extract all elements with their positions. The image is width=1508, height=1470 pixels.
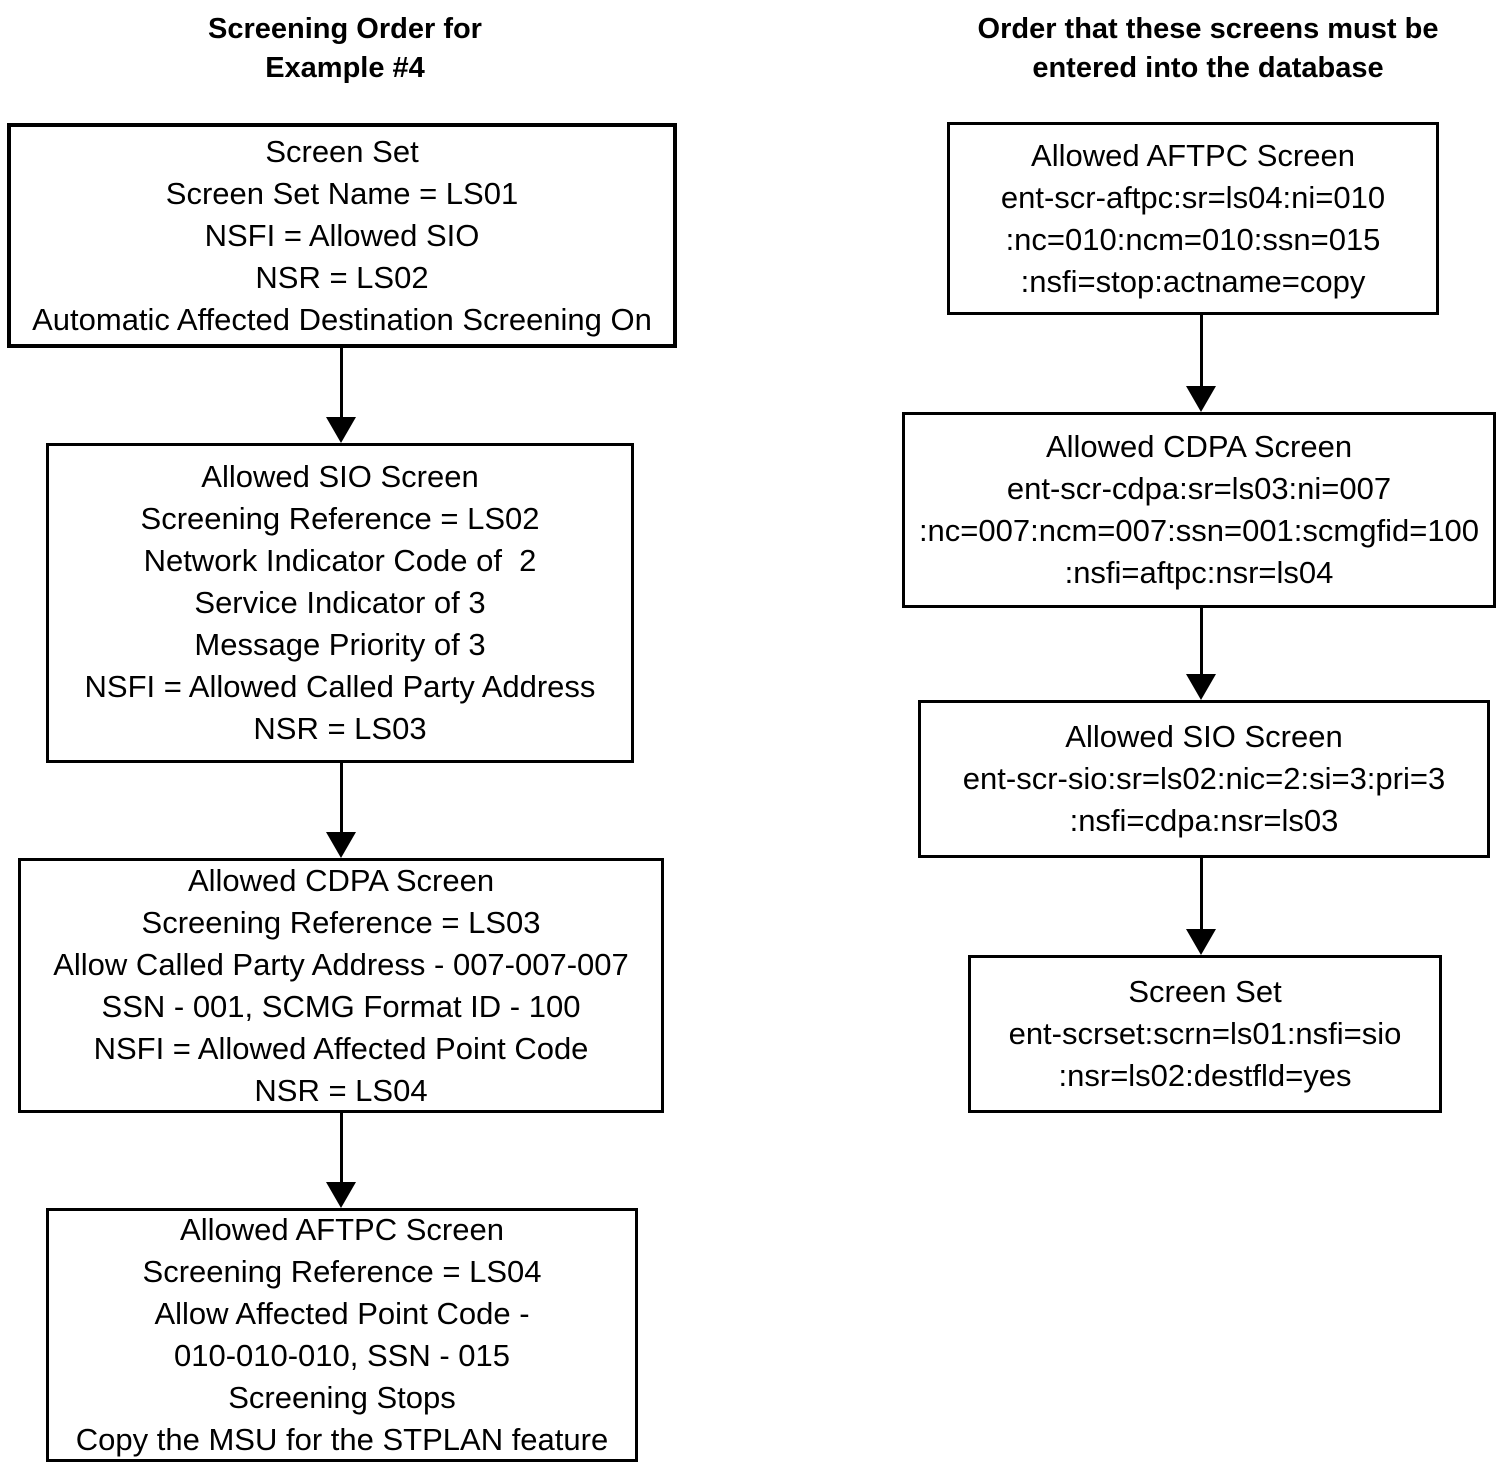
down-arrow [326, 348, 356, 443]
arrow-head-icon [326, 417, 356, 443]
ent-scr-sio-command-box [918, 700, 1490, 858]
text-line: ent-scr-cdpa:sr=ls03:ni=007 [1006, 471, 1392, 506]
down-arrow [1186, 858, 1216, 955]
text-line: Screening Reference = LS02 [140, 501, 540, 536]
text-line: Allowed CDPA Screen [187, 862, 495, 898]
text-line: :nsr=ls02:destfld=yes [1058, 1058, 1352, 1093]
down-arrow [1186, 608, 1216, 700]
text-line: ent-scrset:scrn=ls01:nsfi=sio [1008, 1016, 1402, 1051]
allowed-cdpa-screen-box [18, 858, 664, 1113]
ent-scr-aftpc-command-box [947, 122, 1439, 315]
text-line: NSR = LS02 [255, 259, 429, 295]
text-line: ent-scr-aftpc:sr=ls04:ni=010 [1000, 179, 1386, 215]
text-line: NSFI = Allowed Called Party Address [84, 669, 596, 704]
right-column-title [958, 10, 1458, 88]
text-line: Screening Stops [228, 1380, 456, 1415]
text-line: 010-010-010, SSN - 015 [173, 1338, 511, 1373]
arrow-shaft [1200, 608, 1203, 674]
left-column-title [95, 10, 595, 88]
title-line: Example #4 [265, 52, 425, 84]
arrow-head-icon [1186, 674, 1216, 700]
text-line: Allowed SIO Screen [201, 459, 479, 494]
text-line: Screen Set [265, 133, 419, 169]
allowed-sio-screen-box [46, 443, 634, 763]
text-line: Allowed AFTPC Screen [180, 1212, 504, 1247]
text-line: NSFI = Allowed SIO [204, 217, 480, 253]
text-line: Service Indicator of 3 [194, 585, 486, 620]
text-line: :nc=007:ncm=007:ssn=001:scmgfid=100 [918, 513, 1480, 548]
text-line: Screen Set [1128, 974, 1282, 1009]
text-line: :nsfi=cdpa:nsr=ls03 [1069, 803, 1339, 838]
text-line: SSN - 001, SCMG Format ID - 100 [101, 988, 581, 1024]
text-line: Network Indicator Code of 2 [143, 543, 537, 578]
text-line: NSR = LS04 [254, 1072, 428, 1108]
down-arrow [326, 763, 356, 858]
text-line: NSR = LS03 [253, 711, 427, 746]
text-line: Copy the MSU for the STPLAN feature [75, 1422, 609, 1457]
arrow-shaft [340, 1113, 343, 1182]
text-line: :nsfi=stop:actname=copy [1020, 263, 1366, 299]
text-line: Message Priority of 3 [194, 627, 486, 662]
down-arrow [1186, 315, 1216, 412]
screen-set-box [7, 123, 677, 348]
allowed-aftpc-screen-box [46, 1208, 638, 1462]
arrow-head-icon [1186, 386, 1216, 412]
text-line: :nc=010:ncm=010:ssn=015 [1005, 221, 1381, 257]
title-line: entered into the database [1032, 52, 1384, 84]
text-line: ent-scr-sio:sr=ls02:nic=2:si=3:pri=3 [962, 761, 1446, 796]
arrow-head-icon [1186, 929, 1216, 955]
text-line: Screening Reference = LS04 [142, 1254, 542, 1289]
text-line: Screen Set Name = LS01 [165, 175, 519, 211]
arrow-shaft [1200, 315, 1203, 386]
down-arrow [326, 1113, 356, 1208]
arrow-shaft [340, 763, 343, 832]
arrow-shaft [1200, 858, 1203, 929]
text-line: Allow Affected Point Code - [154, 1296, 530, 1331]
text-line: Screening Reference = LS03 [141, 904, 541, 940]
text-line: Allowed CDPA Screen [1045, 429, 1353, 464]
text-line: Automatic Affected Destination Screening On [32, 301, 652, 337]
arrow-shaft [340, 348, 343, 417]
ent-scr-cdpa-command-box [902, 412, 1496, 608]
arrow-head-icon [326, 832, 356, 858]
ent-scrset-command-box [968, 955, 1442, 1113]
title-line: Screening Order for [208, 13, 482, 45]
text-line: NSFI = Allowed Affected Point Code [93, 1030, 589, 1066]
arrow-head-icon [326, 1182, 356, 1208]
title-line: Order that these screens must be [977, 13, 1439, 45]
text-line: Allowed SIO Screen [1065, 719, 1343, 754]
text-line: Allow Called Party Address - 007-007-007 [53, 946, 629, 982]
text-line: :nsfi=aftpc:nsr=ls04 [1064, 555, 1334, 590]
text-line: Allowed AFTPC Screen [1031, 137, 1355, 173]
